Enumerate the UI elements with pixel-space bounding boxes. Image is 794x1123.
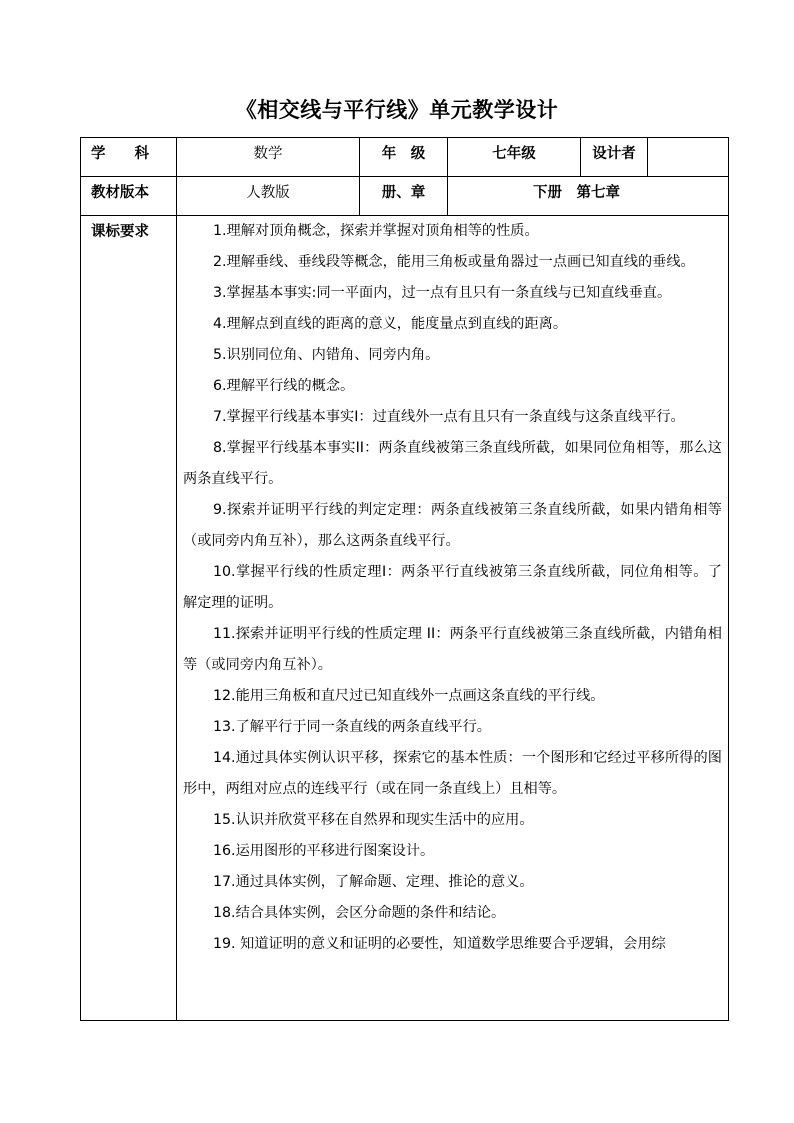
requirement-item: 2.理解垂线、垂线段等概念，能用三角板或量角器过一点画已知直线的垂线。 <box>213 254 695 270</box>
volume-value: 下册 第七章 <box>448 177 729 216</box>
requirements-content <box>177 216 729 1021</box>
designer-label: 设计者 <box>581 138 648 177</box>
requirement-item: 18.结合具体实例，会区分命题的条件和结论。 <box>213 905 506 921</box>
volume-label: 册、章 <box>360 177 448 216</box>
requirement-item: 9.探索并证明平行线的判定定理：两条直线被第三条直线所截，如果内错角相等（或同旁内角互补），那么这两条直线平行。 <box>183 502 722 549</box>
requirement-item: 4.理解点到直线的距离的意义，能度量点到直线的距离。 <box>213 316 568 332</box>
info-row-subject <box>81 138 729 177</box>
textbook-value: 人教版 <box>177 177 360 216</box>
requirement-item: 12.能用三角板和直尺过已知直线外一点画这条直线的平行线。 <box>213 688 605 704</box>
lesson-design-table <box>80 137 729 1021</box>
requirement-item: 6.理解平行线的概念。 <box>213 378 355 394</box>
requirement-item: 8.掌握平行线基本事实II：两条直线被第三条直线所截，如果同位角相等，那么这两条直线平行。 <box>183 440 722 487</box>
info-row-textbook <box>81 177 729 216</box>
requirement-item: 7.掌握平行线基本事实I：过直线外一点有且只有一条直线与这条直线平行。 <box>213 409 685 425</box>
requirement-item: 15.认识并欣赏平移在自然界和现实生活中的应用。 <box>213 812 534 828</box>
requirements-row <box>81 216 729 1021</box>
requirement-item: 14.通过具体实例认识平移，探索它的基本性质：一个图形和它经过平移所得的图形中，两组对应点的连线平行（或在同一条直线上）且相等。 <box>183 750 722 797</box>
subject-label: 学 科 <box>81 138 177 177</box>
document-title: 《相交线与平行线》单元教学设计 <box>235 98 559 122</box>
grade-label: 年 级 <box>360 138 448 177</box>
requirement-item: 16.运用图形的平移进行图案设计。 <box>213 843 435 859</box>
requirement-item: 5.识别同位角、内错角、同旁内角。 <box>213 347 440 363</box>
requirements-label: 课标要求 <box>81 216 177 1021</box>
requirement-item: 3.掌握基本事实:同一平面内，过一点有且只有一条直线与已知直线垂直。 <box>213 285 672 301</box>
requirement-item: 11.探索并证明平行线的性质定理 II：两条平行直线被第三条直线所截，内错角相等（或同旁内角互补）。 <box>183 626 722 673</box>
requirement-item: 19. 知道证明的意义和证明的必要性，知道数学思维要合乎逻辑，会用综 <box>213 936 666 952</box>
requirement-item: 1.理解对顶角概念，探索并掌握对顶角相等的性质。 <box>213 223 539 239</box>
subject-value: 数学 <box>177 138 360 177</box>
requirement-item: 10.掌握平行线的性质定理I：两条平行直线被第三条直线所截，同位角相等。了解定理的证明。 <box>183 564 722 611</box>
requirement-item: 17.通过具体实例，了解命题、定理、推论的意义。 <box>213 874 534 890</box>
requirement-item: 13.了解平行于同一条直线的两条直线平行。 <box>213 719 491 735</box>
grade-value: 七年级 <box>448 138 581 177</box>
designer-value <box>648 138 729 177</box>
textbook-label: 教材版本 <box>81 177 177 216</box>
